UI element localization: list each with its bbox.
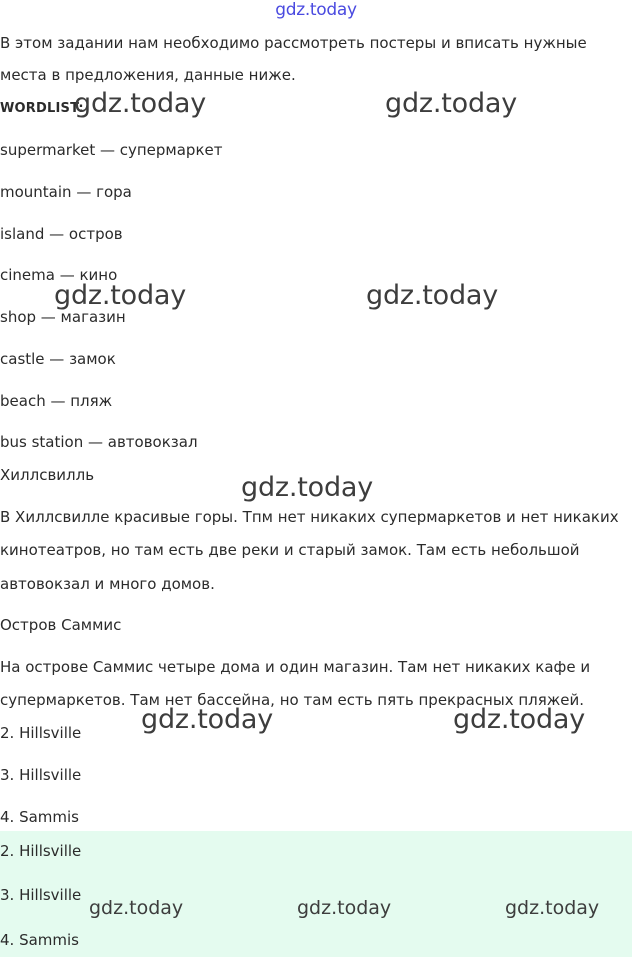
highlighted-answer-4: 4. Sammis — [0, 931, 79, 949]
watermark: gdz.today — [453, 704, 586, 735]
watermark: gdz.today — [385, 88, 518, 119]
section-hillsville-line-2: кинотеатров, но там есть две реки и старый замок. Там есть небольшой — [0, 541, 580, 559]
section-sammis-line-2: супермаркетов. Там нет бассейна, но там есть пять прекрасных пляжей. — [0, 691, 585, 709]
answer-highlight-block — [0, 831, 632, 957]
watermark: gdz.today — [505, 897, 600, 919]
watermark: gdz.today — [54, 280, 187, 311]
wordlist-item-mountain: mountain — гора — [0, 183, 132, 201]
watermark: gdz.today — [297, 897, 392, 919]
wordlist-item-beach: beach — пляж — [0, 392, 113, 410]
section-hillsville-title: Хиллсвилль — [0, 466, 95, 484]
header-watermark: gdz.today — [275, 0, 357, 20]
highlighted-answer-3: 3. Hillsville — [0, 886, 82, 904]
intro-line-1: В этом задании нам необходимо рассмотреть постеры и вписать нужные — [0, 34, 587, 52]
watermark: gdz.today — [74, 88, 207, 119]
section-sammis-title: Остров Саммис — [0, 616, 122, 634]
wordlist-item-cinema: cinema — кино — [0, 266, 118, 284]
watermark: gdz.today — [366, 280, 499, 311]
wordlist-label: WORDLIST: — [0, 101, 84, 116]
section-sammis-line-1: На острове Саммис четыре дома и один магазин. Там нет никаких кафе и — [0, 658, 591, 676]
answer-2: 2. Hillsville — [0, 724, 82, 742]
intro-line-2: места в предложения, данные ниже. — [0, 66, 296, 84]
wordlist-item-supermarket: supermarket — супермаркет — [0, 141, 223, 159]
wordlist-item-castle: castle — замок — [0, 350, 116, 368]
section-hillsville-line-1: В Хиллсвилле красивые горы. Тпм нет никаких супермаркетов и нет никаких — [0, 508, 619, 526]
wordlist-item-bus-station: bus station — автовокзал — [0, 433, 198, 451]
watermark: gdz.today — [141, 704, 274, 735]
watermark: gdz.today — [241, 472, 374, 503]
watermark: gdz.today — [89, 897, 184, 919]
answer-3: 3. Hillsville — [0, 766, 82, 784]
wordlist-item-shop: shop — магазин — [0, 308, 126, 326]
section-hillsville-line-3: автовокзал и много домов. — [0, 575, 215, 593]
wordlist-item-island: island — остров — [0, 225, 123, 243]
answer-4: 4. Sammis — [0, 808, 79, 826]
highlighted-answer-2: 2. Hillsville — [0, 842, 82, 860]
